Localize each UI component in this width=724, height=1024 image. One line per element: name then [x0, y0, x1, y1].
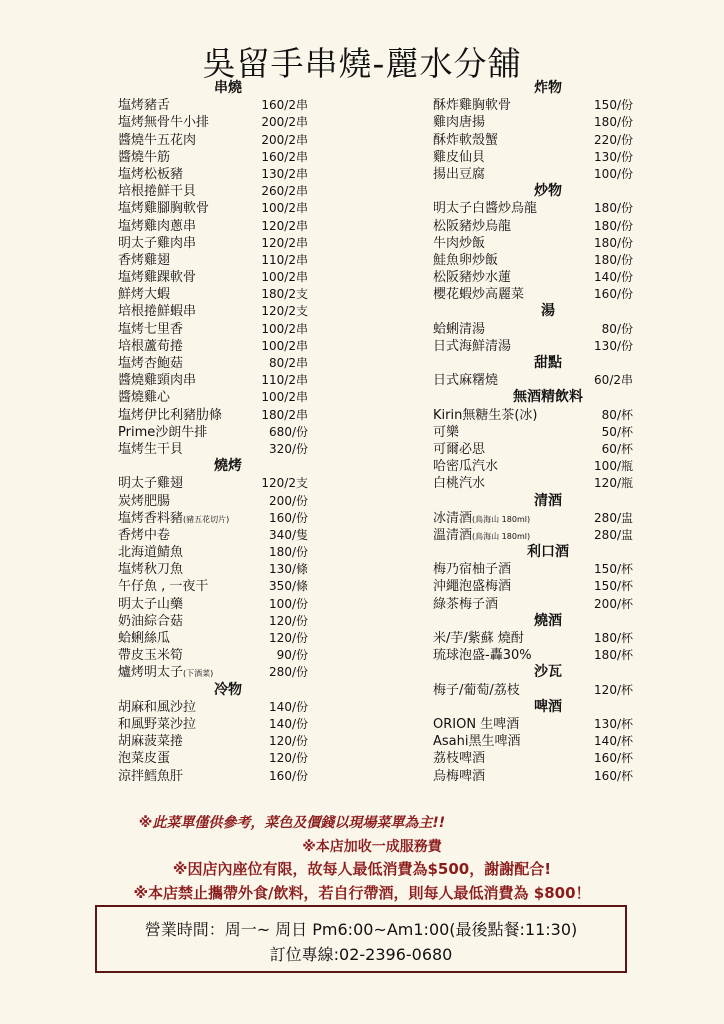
menu-item-name: 香烤雞翅: [118, 252, 171, 268]
menu-item-price: 280/份: [269, 665, 308, 680]
menu-item-price: 100/份: [594, 166, 633, 181]
menu-item: [118, 200, 308, 217]
menu-item-price: 220/份: [594, 132, 633, 147]
menu-item: [433, 527, 633, 544]
menu-item-name: 琉球泡盛-轟30%: [433, 648, 532, 664]
menu-item: [118, 132, 308, 149]
menu-item: [433, 235, 633, 252]
menu-item-price: 50/杯: [601, 424, 633, 439]
menu-item-price: 120/份: [269, 751, 308, 766]
menu-item-name: 香烤中卷: [118, 527, 171, 543]
menu-item-price: 180/份: [594, 252, 633, 267]
menu-item: [118, 303, 308, 320]
menu-item: [433, 510, 633, 527]
note-reference: ※此菜單僅供參考，菜色及價錢以現場菜單為主!!: [138, 815, 446, 831]
menu-item: [118, 183, 308, 200]
menu-item-name: 溫清酒(鳥海山 180ml): [433, 527, 531, 543]
menu-item-name: 酥炸雞胸軟骨: [433, 98, 512, 114]
menu-item-price: 130/2串: [261, 166, 308, 181]
menu-item: [118, 544, 308, 561]
menu-item: [118, 664, 308, 681]
menu-item-note: (鳥海山 180ml): [472, 514, 531, 524]
section-heading: 沙瓦: [534, 664, 562, 681]
menu-item: [118, 321, 308, 338]
menu-item-name: 雞皮仙貝: [433, 149, 486, 165]
menu-item-price: 130/杯: [594, 716, 633, 731]
menu-item: [433, 630, 633, 647]
note-service-charge: ※本店加收一成服務費: [302, 839, 442, 855]
section-heading: 利口酒: [527, 544, 569, 561]
menu-item-name: 塩烤伊比利豬肋條: [118, 407, 223, 423]
menu-item-name: 明太子雞翅: [118, 476, 184, 492]
menu-item-price: 680/份: [269, 424, 308, 439]
menu-item-name: 塩烤七里香: [118, 321, 184, 337]
menu-item: [118, 561, 308, 578]
menu-item-price: 180/杯: [594, 631, 633, 645]
menu-item-name: 塩烤松板豬: [118, 166, 184, 182]
section-heading: 燒烤: [214, 458, 242, 475]
section-heading: 清酒: [534, 492, 562, 509]
menu-item-name: 帶皮玉米筍: [118, 648, 184, 664]
menu-item-name: 酥炸軟殼蟹: [433, 132, 499, 148]
menu-item-note: (鳥海山 180ml): [472, 531, 531, 541]
menu-item-name: 塩烤豬舌: [118, 98, 171, 114]
menu-item-price: 110/2串: [261, 373, 308, 388]
menu-item-price: 160/份: [269, 768, 308, 783]
menu-item-name: 雞肉唐揚: [433, 115, 486, 131]
menu-item: [433, 768, 633, 785]
section-heading: 啤酒: [534, 698, 562, 715]
menu-item: [433, 166, 633, 183]
menu-item-name: 明太子山藥: [118, 596, 184, 612]
menu-item-name: 揚出豆腐: [433, 166, 486, 182]
menu-item-name: 日式海鮮清湯: [433, 338, 512, 354]
menu-item: [118, 613, 308, 630]
menu-item-price: 320/份: [269, 441, 308, 456]
menu-item-price: 60/杯: [601, 441, 633, 456]
menu-item-name: ORION 生啤酒: [433, 716, 520, 732]
menu-item: [433, 97, 633, 114]
note-minimum-charge: ※因店內座位有限，故每人最低消費為$500，謝謝配合!: [172, 860, 552, 878]
menu-item-price: 150/份: [594, 98, 633, 113]
menu-item-name: 培根捲鮮蝦串: [118, 304, 197, 320]
menu-item: [433, 733, 633, 750]
menu-item-name: Kirin無糖生茶(冰): [433, 407, 538, 423]
menu-item-price: 160/杯: [594, 751, 633, 766]
menu-item-price: 130/份: [594, 149, 633, 164]
menu-item-name: 塩烤杏鮑菇: [118, 356, 184, 371]
page-title: 吳留手串燒-麗水分舖: [202, 44, 522, 83]
menu-column-left: [118, 80, 308, 785]
menu-item: [118, 286, 308, 303]
menu-item-price: 180/2支: [261, 287, 308, 302]
menu-item: [118, 510, 308, 527]
menu-column-right: [433, 80, 633, 785]
menu-item-price: 180/份: [594, 115, 633, 130]
menu-item-price: 160/2串: [261, 98, 308, 113]
menu-item-price: 260/2串: [261, 184, 308, 199]
menu-item-price: 160/杯: [594, 768, 633, 783]
menu-item: [433, 578, 633, 595]
menu-item: [118, 578, 308, 595]
menu-item: [118, 493, 308, 510]
menu-item: [118, 407, 308, 424]
menu-item: [118, 768, 308, 785]
menu-item-name: 白桃汽水: [433, 476, 486, 492]
menu-item-name: 梅乃宿柚子酒: [433, 562, 512, 578]
menu-item-name: 蛤蜊絲瓜: [118, 631, 171, 646]
business-hours: 營業時間：周一~ 周日 Pm6:00~Am1:00(最後點餐:11:30): [144, 920, 578, 939]
section-heading: 無酒精飲料: [513, 389, 583, 406]
menu-item-name: 醬燒雞頸肉串: [118, 373, 197, 389]
menu-item-name: 胡麻和風沙拉: [118, 699, 197, 715]
menu-item-name: 培根蘆荀捲: [118, 338, 184, 354]
menu-item-price: 130/條: [269, 562, 308, 577]
menu-item-price: 120/份: [269, 613, 308, 628]
menu-item-price: 110/2串: [261, 252, 308, 267]
menu-item-price: 120/2串: [261, 218, 308, 233]
menu-item-name: 培根捲鮮干貝: [118, 184, 197, 200]
menu-item-price: 200/杯: [594, 596, 633, 611]
menu-item-price: 100/2串: [261, 390, 308, 405]
menu-item-name: 綠茶梅子酒: [433, 596, 499, 612]
menu-item-name: 塩烤無骨牛小排: [118, 115, 210, 131]
menu-item: [433, 200, 633, 217]
menu-item-price: 180/杯: [594, 648, 633, 663]
menu-item-name: 和風野菜沙拉: [118, 716, 197, 732]
menu-item: [433, 218, 633, 235]
menu-item: [118, 218, 308, 235]
menu-item-price: 100/2串: [261, 201, 308, 216]
menu-item: [433, 149, 633, 166]
menu-item: [433, 716, 633, 733]
menu-item-price: 350/條: [269, 579, 308, 594]
menu-item: [433, 286, 633, 303]
menu-item: [433, 561, 633, 578]
menu-item-price: 180/2串: [261, 407, 308, 422]
section-heading: 串燒: [214, 80, 242, 96]
menu-item: [118, 596, 308, 613]
section-heading: 炒物: [534, 183, 562, 200]
menu-item: [433, 475, 633, 492]
menu-item: [433, 132, 633, 149]
menu-item-name: 泡菜皮蛋: [118, 751, 171, 767]
menu-item-price: 200/2串: [261, 115, 308, 130]
menu-item-price: 180/份: [269, 545, 308, 560]
menu-item: [118, 716, 308, 733]
menu-item-price: 140/份: [594, 270, 633, 285]
menu-item-name: 塩烤香料豬(豬五花切片): [118, 510, 230, 526]
menu-item-price: 100/份: [269, 596, 308, 611]
menu-item: [433, 252, 633, 269]
menu-item-price: 150/杯: [594, 579, 633, 594]
menu-item-price: 340/隻: [269, 527, 308, 542]
section-heading: 燒酒: [534, 612, 562, 629]
menu-item: [433, 372, 633, 389]
menu-item: [118, 527, 308, 544]
menu-item-name: 可樂: [433, 424, 460, 440]
menu-item-price: 130/份: [594, 338, 633, 353]
menu-item-name: 炭烤肥腸: [118, 493, 171, 509]
menu-item-price: 200/份: [269, 493, 308, 508]
info-box: [95, 905, 627, 973]
menu-item-name: 胡麻菠菜捲: [118, 734, 184, 750]
menu-item-price: 60/2串: [594, 373, 633, 388]
menu-item-price: 120/2支: [261, 476, 308, 491]
menu-item: [433, 269, 633, 286]
menu-item: [433, 682, 633, 699]
menu-item-price: 140/杯: [594, 734, 633, 749]
menu-item-price: 160/份: [594, 287, 633, 302]
menu-item: [118, 630, 308, 647]
menu-item-price: 280/盅: [594, 527, 633, 542]
menu-item-name: 涼拌鱈魚肝: [118, 768, 184, 784]
menu-item-price: 150/杯: [594, 562, 633, 577]
menu-item-name: 午仔魚 , 一夜干: [118, 579, 209, 595]
menu-item-name: 鮭魚卵炒飯: [433, 252, 499, 268]
menu-item-name: 醬燒牛筋: [118, 149, 171, 165]
menu-item-price: 140/份: [269, 699, 308, 714]
menu-item: [433, 441, 633, 458]
menu-item-price: 180/份: [594, 201, 633, 216]
menu-item-note: (下酒菜): [183, 669, 214, 679]
menu-item-price: 120/份: [269, 734, 308, 749]
menu-item-price: 100/瓶: [594, 459, 633, 474]
menu-item-name: 明太子白醬炒烏龍: [433, 201, 538, 217]
section-heading: 冷物: [214, 681, 242, 698]
menu-item-name: 奶油綜合菇: [118, 613, 184, 629]
menu-item: [118, 699, 308, 716]
menu-item-name: 塩烤雞踝軟骨: [118, 270, 197, 286]
menu-item-name: 荔枝啤酒: [433, 751, 486, 767]
menu-item: [118, 252, 308, 269]
menu-item-name: 櫻花蝦炒高麗菜: [433, 287, 525, 303]
menu-item-price: 100/2串: [261, 338, 308, 353]
menu-item-name: 爐烤明太子(下酒菜): [118, 665, 214, 681]
menu-item-price: 280/盅: [594, 510, 633, 525]
menu-item-price: 100/2串: [261, 321, 308, 336]
menu-item: [118, 733, 308, 750]
menu-item-name: 松阪豬炒水蓮: [433, 270, 512, 286]
menu-item-price: 120/瓶: [594, 476, 633, 491]
menu-item: [118, 338, 308, 355]
menu-item-price: 100/2串: [261, 270, 308, 285]
menu-item-name: 塩烤雞腳胸軟骨: [118, 201, 210, 217]
section-heading: 甜點: [534, 355, 562, 371]
menu-item-price: 90/份: [276, 648, 308, 663]
menu-item-name: 松阪豬炒烏龍: [433, 218, 512, 234]
menu-item-price: 120/杯: [594, 682, 633, 697]
menu-item-name: 鮮烤大蝦: [118, 287, 171, 303]
menu-item: [118, 750, 308, 767]
section-heading: 湯: [541, 303, 555, 320]
menu-item: [118, 235, 308, 252]
menu-item-name: 塩烤秋刀魚: [118, 562, 184, 578]
menu-item-name: 可爾必思: [433, 441, 486, 457]
menu-item: [433, 338, 633, 355]
menu-item-name: 梅子/葡萄/荔枝: [433, 682, 520, 698]
menu-item-price: 120/2串: [261, 235, 308, 250]
menu-item: [118, 355, 308, 372]
menu-item-price: 180/份: [594, 218, 633, 233]
menu-item-name: 蛤蜊清湯: [433, 321, 486, 337]
menu-item: [118, 149, 308, 166]
menu-item-name: 沖繩泡盛梅酒: [433, 579, 512, 595]
menu-item-name: Prime沙朗牛排: [118, 424, 208, 440]
menu-item: [118, 372, 308, 389]
menu-item-name: 醬燒牛五花肉: [118, 132, 197, 148]
menu-item-price: 80/杯: [601, 407, 633, 422]
menu-item-note: (豬五花切片): [183, 514, 230, 524]
menu-item-price: 180/份: [594, 235, 633, 250]
menu-item-name: 塩烤生干貝: [118, 441, 184, 457]
menu-item-name: 烏梅啤酒: [433, 768, 486, 784]
menu-item: [433, 647, 633, 664]
menu-item: [118, 424, 308, 441]
menu-item: [118, 647, 308, 664]
menu-item: [118, 97, 308, 114]
menu-item-price: 120/份: [269, 631, 308, 645]
menu-item-name: 塩烤雞肉蔥串: [118, 218, 197, 234]
menu-item-price: 200/2串: [261, 132, 308, 147]
menu-item: [433, 424, 633, 441]
menu-item-name: 明太子雞肉串: [118, 235, 197, 251]
menu-item-name: 哈密瓜汽水: [433, 459, 499, 475]
menu-item: [433, 750, 633, 767]
menu-item-price: 120/2支: [261, 304, 308, 319]
menu-item-price: 80/份: [601, 321, 633, 336]
menu-item-price: 80/2串: [269, 356, 308, 370]
note-outside-food: ※本店禁止攜帶外食/飲料，若自行帶酒，則每人最低消費為 $800！: [133, 884, 591, 902]
reservation-phone: 訂位專線:02-2396-0680: [269, 945, 453, 964]
section-heading: 炸物: [534, 80, 562, 96]
menu-item: [433, 458, 633, 475]
menu-item: [433, 321, 633, 338]
menu-item-name: 北海道鯖魚: [118, 545, 184, 561]
menu-item-price: 140/份: [269, 716, 308, 731]
menu-item: [433, 596, 633, 613]
menu-item: [433, 114, 633, 131]
menu-item: [118, 389, 308, 406]
menu-item: [118, 166, 308, 183]
menu-item-name: Asahi黑生啤酒: [433, 734, 521, 750]
menu-item-price: 160/份: [269, 510, 308, 525]
menu-item: [118, 441, 308, 458]
menu-item: [118, 114, 308, 131]
menu-item-name: 米/芋/紫蘇 燒酎: [433, 631, 524, 646]
menu-item: [118, 269, 308, 286]
menu-item-name: 日式麻糬燒: [433, 373, 499, 389]
menu-item-name: 醬燒雞心: [118, 390, 171, 406]
menu-item-price: 160/2串: [261, 149, 308, 164]
menu-item: [433, 407, 633, 424]
menu-item-name: 牛肉炒飯: [433, 235, 486, 251]
menu-item: [118, 475, 308, 492]
menu-item-name: 冰清酒(鳥海山 180ml): [433, 510, 531, 526]
